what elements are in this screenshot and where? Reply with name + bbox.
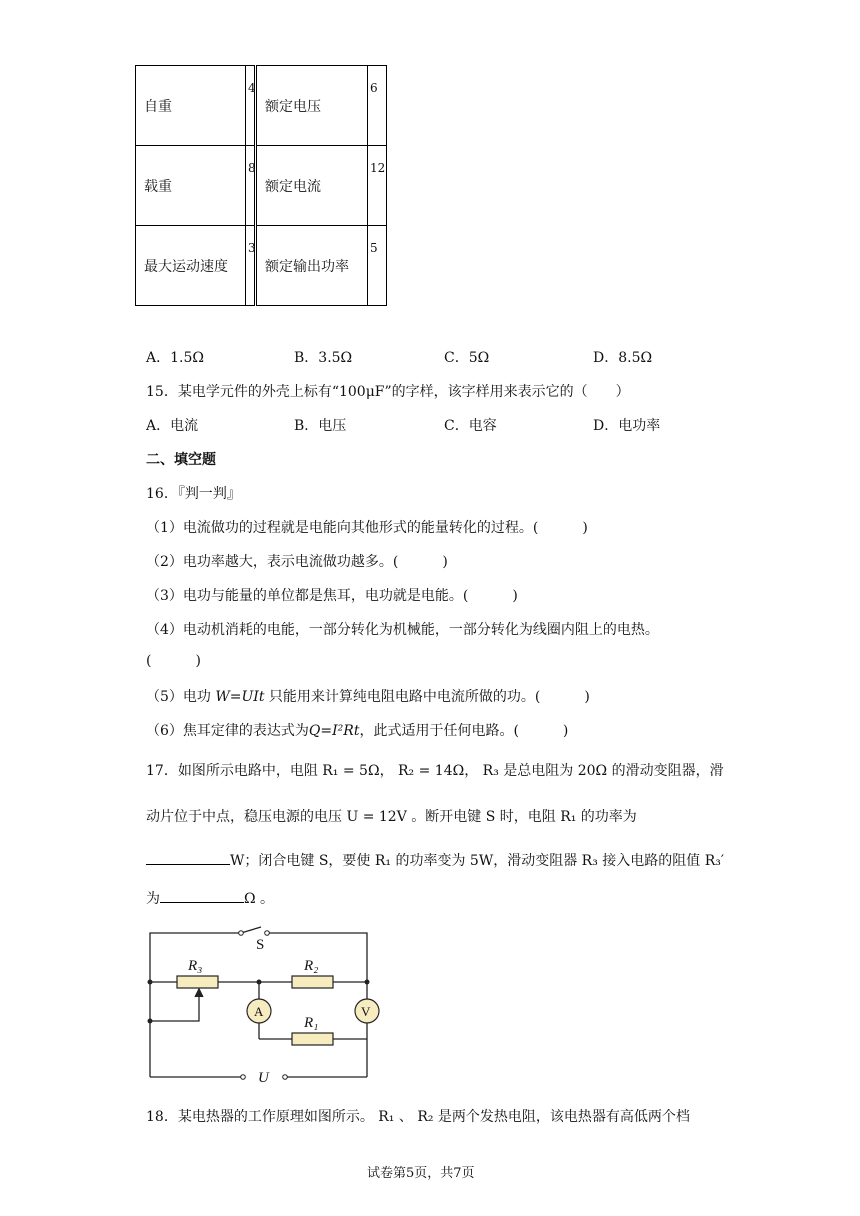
voltmeter-label: V [361, 1004, 371, 1019]
resistor-r1-icon [292, 1033, 333, 1045]
table-cell: 12 [370, 161, 386, 175]
q17-line-1: 17．如图所示电路中，电阻 R₁ = 5Ω， R₂ = 14Ω， R₃ 是总电阻为 20Ω 的滑动变阻器，滑 [146, 763, 724, 779]
q15-option-c[interactable]: C．电容 [444, 418, 497, 434]
r2-label: R₂ [304, 958, 319, 974]
q18-line-1: 18．某电热器的工作原理如图所示。 R₁ 、 R₂ 是两个发热电阻，该电热器有高低两个档 [146, 1109, 690, 1125]
table-cell: 4 [248, 81, 256, 95]
q14-option-a[interactable]: A．1.5Ω [146, 350, 204, 366]
table-cell: 自重 [136, 66, 246, 146]
q14-option-c[interactable]: C．5Ω [444, 350, 490, 366]
resistor-r3-icon [177, 976, 218, 988]
q16-item-1: （1）电流做功的过程就是电能向其他形式的能量转化的过程。( ) [146, 520, 588, 536]
q16-item-4: （4）电动机消耗的电能，一部分转化为机械能，一部分转化为线圈内阻上的电热。 [146, 622, 659, 638]
table-cell: 5 [370, 241, 378, 255]
table-cell: 载重 [136, 146, 246, 226]
table-cell: 额定输出功率 [256, 226, 368, 306]
table-cell: 额定电压 [256, 66, 368, 146]
table-cell: 最大运动速度 [136, 226, 246, 306]
switch-label: S [256, 937, 265, 953]
q16-title: 16．『判一判』 [146, 486, 241, 502]
q16-item-5: （5）电功 W=UIt 只能用来计算纯电阻电路中电流所做的功。( ) [146, 689, 590, 705]
source-label: U [258, 1070, 269, 1086]
q14-option-b[interactable]: B．3.5Ω [294, 350, 353, 366]
q17-line-2: 动片位于中点，稳压电源的电压 U = 12V 。断开电键 S 时，电阻 R₁ 的功率为 [146, 809, 637, 825]
q17-line-3: W；闭合电键 S，要使 R₁ 的功率变为 5W，滑动变阻器 R₃ 接入电路的阻值 R₃′ [146, 850, 724, 870]
q15-option-d[interactable]: D．电功率 [593, 418, 661, 434]
section-title: 二、填空题 [146, 452, 216, 468]
table-cell: 8 [248, 161, 256, 175]
q16-item-6: （6）焦耳定律的表达式为Q=I²Rt，此式适用于任何电路。( ) [146, 723, 569, 739]
power-terminal-icon [241, 1075, 246, 1080]
resistor-r2-icon [292, 976, 333, 988]
switch-icon [239, 931, 244, 936]
r3-label: R₃ [188, 958, 203, 974]
q14-option-d[interactable]: D．8.5Ω [593, 350, 653, 366]
answer-blank[interactable] [146, 850, 230, 865]
q15-option-b[interactable]: B．电压 [294, 418, 347, 434]
table-cell: 6 [370, 81, 378, 95]
answer-blank[interactable] [160, 888, 244, 903]
page-footer: 试卷第5页，共7页 [367, 1166, 475, 1181]
circuit-diagram [145, 925, 385, 1087]
table-cell: 3 [248, 241, 256, 255]
table-row [136, 226, 387, 306]
q16-item-4-paren: ( ) [146, 653, 201, 669]
table-row [136, 66, 387, 146]
r1-label: R₁ [304, 1015, 319, 1031]
q15-stem: 15．某电学元件的外壳上标有“100μF”的字样，该字样用来表示它的（ ） [146, 384, 630, 400]
table-cell: 额定电流 [256, 146, 368, 226]
ammeter-label: A [254, 1004, 264, 1019]
q16-item-2: （2）电功率越大，表示电流做功越多。( ) [146, 554, 448, 570]
spec-table [135, 65, 387, 306]
table-row [136, 146, 387, 226]
q16-item-3: （3）电功与能量的单位都是焦耳，电功就是电能。( ) [146, 588, 518, 604]
q17-line-4: 为 Ω 。 [146, 888, 274, 908]
q15-option-a[interactable]: A．电流 [146, 418, 199, 434]
